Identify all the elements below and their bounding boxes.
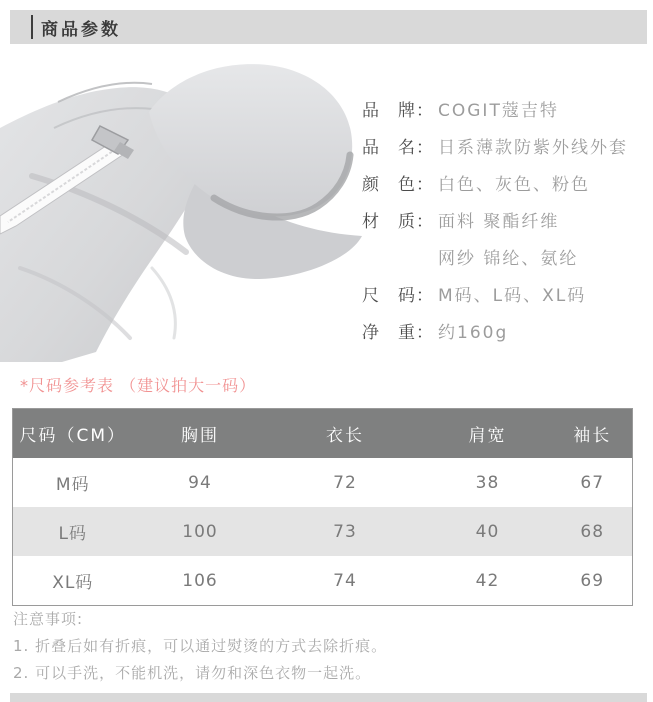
table-row-xl xyxy=(13,556,633,606)
size-reference-note: *尺码参考表 （建议拍大一码） xyxy=(20,376,257,395)
spec-label: 尺 码： xyxy=(362,286,434,306)
product-photo xyxy=(0,56,365,362)
cell-shoulder: 38 xyxy=(475,472,500,493)
cell-size: M码 xyxy=(55,475,90,495)
spec-value: COGIT蔻吉特 xyxy=(438,101,559,121)
spec-row-color xyxy=(362,164,650,201)
cell-chest: 106 xyxy=(182,570,218,591)
note-item-1: 1. 折叠后如有折痕，可以通过熨烫的方式去除折痕。 xyxy=(13,637,388,655)
cell-sleeve: 68 xyxy=(580,521,605,542)
size-table-header-row xyxy=(13,409,633,459)
col-header-size: 尺码（CM） xyxy=(13,409,133,459)
header-accent-line xyxy=(31,15,33,39)
spec-value: 网纱 锦纶、氨纶 xyxy=(438,249,579,269)
spec-label: 颜 色： xyxy=(362,175,434,195)
cell-size: L码 xyxy=(58,524,87,544)
notes-section xyxy=(13,606,633,687)
cell-length: 73 xyxy=(333,521,357,542)
fold-shadow xyxy=(152,268,175,338)
spec-value: 面料 聚酯纤维 xyxy=(438,212,560,232)
spec-row-material xyxy=(362,201,650,238)
spec-value: 白色、灰色、粉色 xyxy=(438,175,590,195)
size-table xyxy=(12,408,633,606)
cell-length: 74 xyxy=(333,570,357,591)
next-section-divider xyxy=(10,693,647,702)
spec-label: 净 重： xyxy=(362,323,434,343)
spec-label: 品 牌： xyxy=(362,101,434,121)
section-title: 商品参数 xyxy=(41,19,121,40)
col-header-chest: 胸围 xyxy=(133,409,268,459)
product-specs xyxy=(362,90,650,349)
notes-title: 注意事项: xyxy=(13,610,84,628)
cell-shoulder: 42 xyxy=(475,570,500,591)
cell-size: XL码 xyxy=(52,573,94,593)
cell-shoulder: 40 xyxy=(475,521,500,542)
section-header xyxy=(10,10,647,44)
cell-sleeve: 67 xyxy=(580,472,605,493)
spec-value: 约160g xyxy=(438,323,509,343)
col-header-shoulder: 肩宽 xyxy=(423,409,553,459)
table-row-m xyxy=(13,458,633,507)
spec-value: M码、L码、XL码 xyxy=(438,286,587,306)
col-header-sleeve: 袖长 xyxy=(553,409,633,459)
cell-length: 72 xyxy=(333,472,357,493)
cell-sleeve: 69 xyxy=(580,570,605,591)
spec-row-size xyxy=(362,275,650,312)
col-header-length: 衣长 xyxy=(268,409,423,459)
spec-row-weight xyxy=(362,312,650,349)
spec-value: 日系薄款防紫外线外套 xyxy=(438,138,628,158)
spec-label: 品 名： xyxy=(362,138,434,158)
cell-chest: 94 xyxy=(188,472,212,493)
note-item-2: 2. 可以手洗，不能机洗，请勿和深色衣物一起洗。 xyxy=(13,664,372,682)
spec-row-name xyxy=(362,127,650,164)
cell-chest: 100 xyxy=(182,521,218,542)
spec-label: 材 质： xyxy=(362,212,434,232)
spec-row-material-cont xyxy=(362,238,650,275)
spec-row-brand xyxy=(362,90,650,127)
table-row-l xyxy=(13,507,633,556)
